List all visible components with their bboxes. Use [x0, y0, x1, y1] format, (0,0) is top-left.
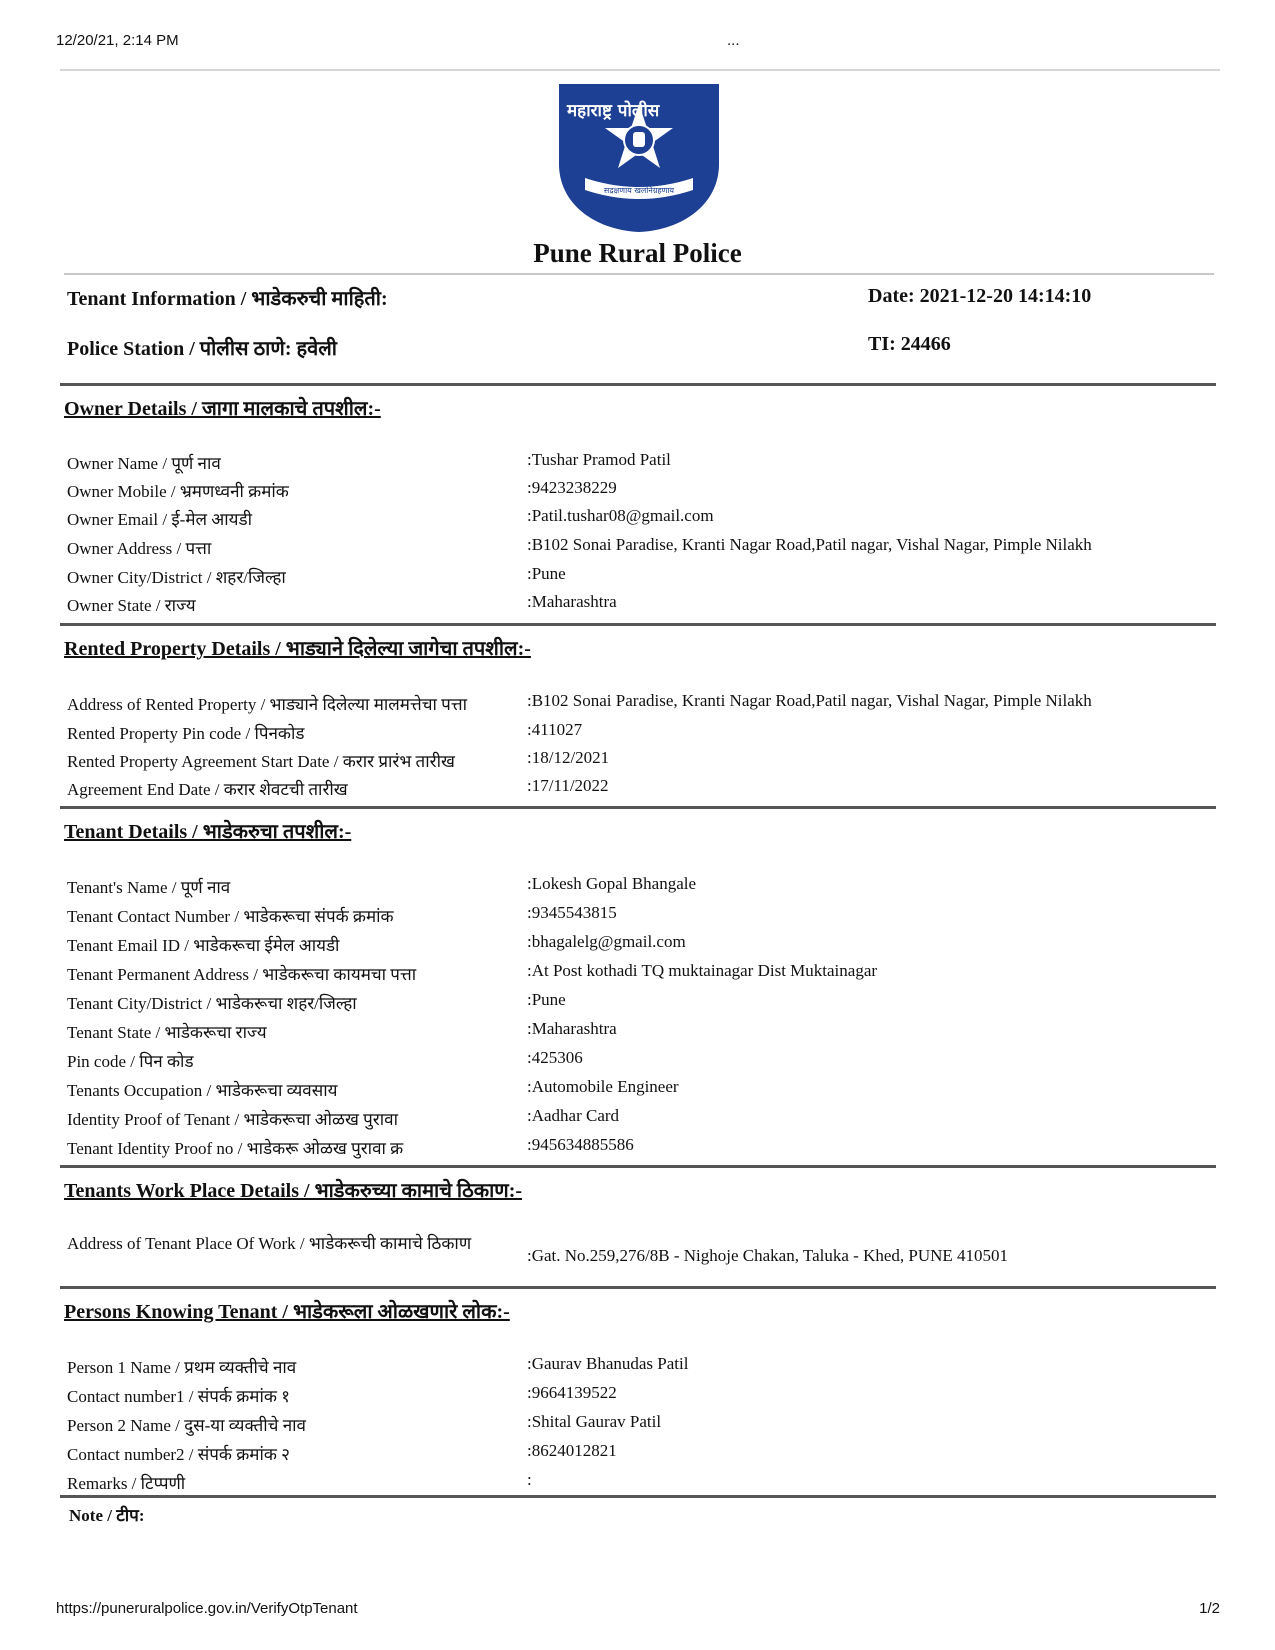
tenant-id-number-value: :945634885586 — [527, 1135, 634, 1154]
tenant-details-title: Tenant Details / भाडेकरुचा तपशील:- — [64, 821, 352, 843]
owner-state-value: :Maharashtra — [527, 592, 617, 611]
tenant-id-proof-value: :Aadhar Card — [527, 1106, 620, 1125]
person2-contact-label: Contact number2 / संपर्क क्रमांक २ — [67, 1445, 291, 1464]
owner-details-title: Owner Details / जागा मालकाचे तपशील:- — [64, 398, 381, 420]
property-pincode-label: Rented Property Pin code / पिनकोड — [67, 724, 305, 743]
police-station: Police Station / पोलीस ठाणे: हवेली — [67, 338, 337, 360]
owner-city-value: :Pune — [527, 564, 566, 583]
agreement-start-value: :18/12/2021 — [527, 748, 610, 767]
person2-name-label: Person 2 Name / दुस-या व्यक्तीचे नाव — [67, 1416, 306, 1435]
section-divider — [60, 623, 1216, 626]
workplace-details-title: Tenants Work Place Details / भाडेकरुच्या कामाचे ठिकाण:- — [64, 1180, 523, 1202]
tenant-address-label: Tenant Permanent Address / भाडेकरूचा कायमचा पत्ता — [67, 965, 417, 984]
owner-name-value: :Tushar Pramod Patil — [527, 450, 671, 469]
owner-email-label: Owner Email / ई-मेल आयडी — [67, 510, 253, 529]
section-divider — [60, 383, 1216, 386]
owner-mobile-value: :9423238229 — [527, 478, 617, 497]
note-label: Note / टीप: — [69, 1506, 145, 1525]
person1-name-label: Person 1 Name / प्रथम व्यक्तीचे नाव — [67, 1358, 297, 1377]
workplace-address-label: Address of Tenant Place Of Work / भाडेकरूची कामाचे ठिकाण — [67, 1234, 472, 1253]
person1-contact-label: Contact number1 / संपर्क क्रमांक १ — [67, 1387, 291, 1406]
workplace-address-value: :Gat. No.259,276/8B - Nighoje Chakan, Taluka - Khed, PUNE 410501 — [527, 1246, 1009, 1265]
page-title: Pune Rural Police — [533, 238, 742, 268]
print-datetime: 12/20/21, 2:14 PM — [56, 32, 179, 49]
tenant-city-value: :Pune — [527, 990, 566, 1009]
maharashtra-police-logo-icon — [557, 82, 721, 234]
logo-ribbon-text: सद्रक्षणाय खलनिग्रहणाय — [603, 186, 675, 195]
agreement-start-label: Rented Property Agreement Start Date / करार प्रारंभ तारीख — [67, 752, 455, 771]
tenant-email-value: :bhagalelg@gmail.com — [527, 932, 686, 951]
owner-city-label: Owner City/District / शहर/जिल्हा — [67, 568, 286, 587]
section-divider — [60, 1165, 1216, 1168]
page-number: 1/2 — [1199, 1600, 1220, 1617]
tenant-state-label: Tenant State / भाडेकरूचा राज्य — [67, 1023, 267, 1042]
tenant-occupation-value: :Automobile Engineer — [527, 1077, 679, 1096]
title-divider — [64, 273, 1214, 275]
tenant-contact-value: :9345543815 — [527, 903, 617, 922]
owner-address-label: Owner Address / पत्ता — [67, 539, 212, 558]
owner-state-label: Owner State / राज्य — [67, 596, 196, 615]
report-date: Date: 2021-12-20 14:14:10 — [868, 285, 1092, 307]
print-title: ... — [727, 32, 740, 49]
tenant-id-proof-label: Identity Proof of Tenant / भाडेकरूचा ओळख पुरावा — [67, 1110, 398, 1129]
person2-name-value: :Shital Gaurav Patil — [527, 1412, 662, 1431]
tenant-occupation-label: Tenants Occupation / भाडेकरूचा व्यवसाय — [67, 1081, 338, 1100]
tenant-address-value: :At Post kothadi TQ muktainagar Dist Muktainagar — [527, 961, 878, 980]
tenant-id-number-label: Tenant Identity Proof no / भाडेकरू ओळख पुरावा क्र — [67, 1139, 404, 1158]
tenant-state-value: :Maharashtra — [527, 1019, 617, 1038]
section-divider — [60, 806, 1216, 809]
remarks-value: : — [527, 1470, 532, 1489]
property-pincode-value: :411027 — [527, 720, 583, 739]
property-details-title: Rented Property Details / भाड्याने दिलेल्या जागेचा तपशील:- — [64, 638, 531, 660]
tenant-pincode-label: Pin code / पिन कोड — [67, 1052, 194, 1071]
tenant-name-label: Tenant's Name / पूर्ण नाव — [67, 878, 231, 897]
tenant-contact-label: Tenant Contact Number / भाडेकरूचा संपर्क क्रमांक — [67, 907, 394, 926]
person1-contact-value: :9664139522 — [527, 1383, 617, 1402]
agreement-end-value: :17/11/2022 — [527, 776, 609, 795]
page-url: https://puneruralpolice.gov.in/VerifyOtpTenant — [56, 1600, 358, 1617]
owner-address-value: :B102 Sonai Paradise, Kranti Nagar Road,Patil nagar, Vishal Nagar, Pimple Nilakh — [527, 535, 1092, 554]
agreement-end-label: Agreement End Date / करार शेवटची तारीख — [67, 780, 348, 799]
logo-text: महाराष्ट्र पोलीस — [567, 101, 660, 121]
persons-knowing-title: Persons Knowing Tenant / भाडेकरूला ओळखणारे लोक:- — [64, 1301, 510, 1323]
property-address-value: :B102 Sonai Paradise, Kranti Nagar Road,Patil nagar, Vishal Nagar, Pimple Nilakh — [527, 691, 1092, 710]
property-address-label: Address of Rented Property / भाड्याने दिलेल्या मालमत्तेचा पत्ता — [67, 695, 467, 714]
owner-mobile-label: Owner Mobile / भ्रमणध्वनी क्रमांक — [67, 482, 289, 501]
owner-name-label: Owner Name / पूर्ण नाव — [67, 454, 221, 473]
tenant-city-label: Tenant City/District / भाडेकरूचा शहर/जिल्हा — [67, 994, 357, 1013]
tenant-information-heading: Tenant Information / भाडेकरुची माहिती: — [67, 288, 388, 310]
header-divider — [60, 69, 1220, 71]
owner-email-value: :Patil.tushar08@gmail.com — [527, 506, 714, 525]
remarks-label: Remarks / टिप्पणी — [67, 1474, 186, 1493]
tenant-pincode-value: :425306 — [527, 1048, 583, 1067]
ti-number: TI: 24466 — [868, 333, 951, 355]
tenant-name-value: :Lokesh Gopal Bhangale — [527, 874, 697, 893]
section-divider — [60, 1286, 1216, 1289]
person2-contact-value: :8624012821 — [527, 1441, 617, 1460]
tenant-email-label: Tenant Email ID / भाडेकरूचा ईमेल आयडी — [67, 936, 340, 955]
section-divider — [60, 1495, 1216, 1498]
person1-name-value: :Gaurav Bhanudas Patil — [527, 1354, 689, 1373]
